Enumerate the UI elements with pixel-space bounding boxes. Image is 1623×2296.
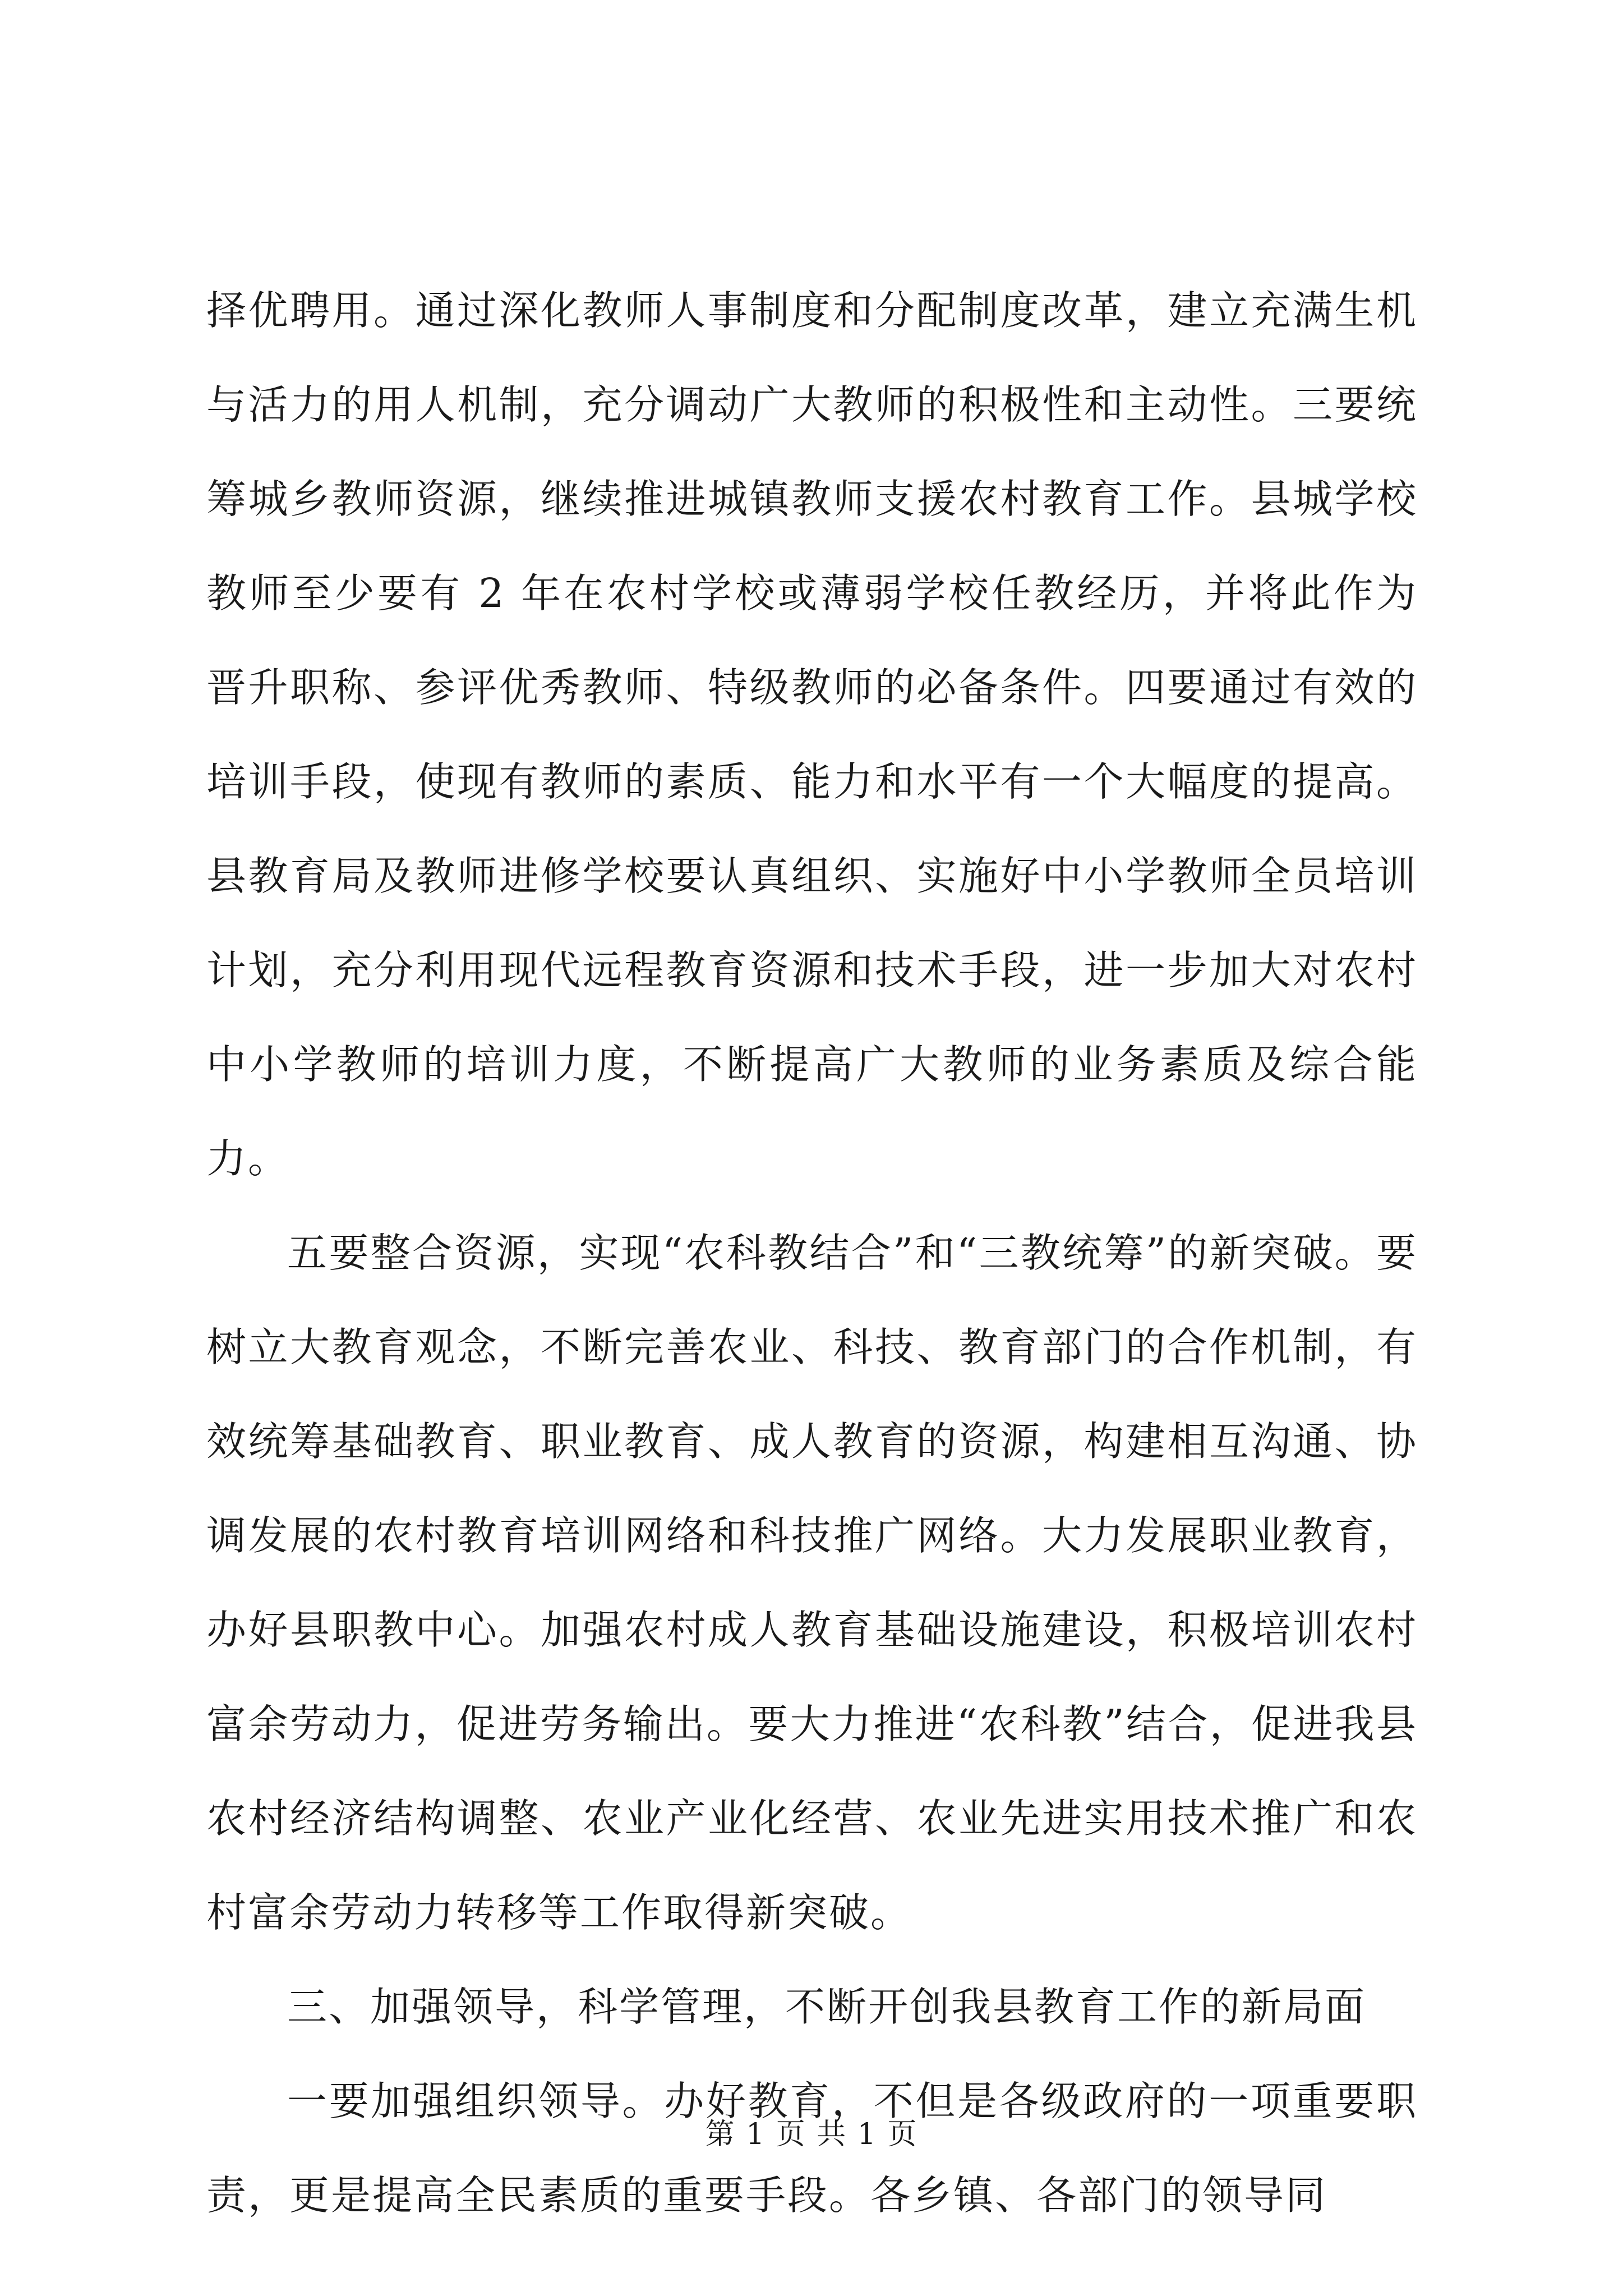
paragraph-teacher-reform: 择优聘用。通过深化教师人事制度和分配制度改革，建立充满生机与活力的用人机制，充分调动广大教师的积极性和主动性。三要统筹城乡教师资源，继续推进城镇教师支援农村教育工作。县城学校教师至少要有 2 年在农村学校或薄弱学校任教经历，并将此作为晋升职称、参评优秀教师、特级教师的必备条件。四要通过有效的培训手段，使现有教师的素质、能力和水平有一个大幅度的提高。县教育局及教师进修学校要认真组织、实施好中小学教师全员培训计划，充分利用现代远程教育资源和技术手段，进一步加大对农村中小学教师的培训力度，不断提高广大教师的业务素质及综合能力。	[206, 287, 1418, 1182]
paragraph-integrate-resources: 五要整合资源，实现“农科教结合”和“三教统筹”的新突破。要树立大教育观念，不断完善农业、科技、教育部门的合作机制，有效统筹基础教育、职业教育、成人教育的资源，构建相互沟通、协调发展的农村教育培训网络和科技推广网络。大力发展职业教育，办好县职教中心。加强农村成人教育基础设施建设，积极培训农村富余劳动力，促进劳务输出。要大力推进“农科教”结合，促进我县农村经济结构调整、农业产业化经营、农业先进实用技术推广和农村富余劳动力转移等工作取得新突破。	[206, 1230, 1418, 1936]
paragraph-organization-leadership: 一要加强组织领导。办好教育，不但是各级政府的一项重要职责，更是提高全民素质的重要手段。各乡镇、各部门的领导同	[206, 2078, 1418, 2219]
page-footer: 第 1 页 共 1 页	[705, 2118, 918, 2151]
section-heading-leadership: 三、加强领导，科学管理，不断开创我县教育工作的新局面	[287, 1984, 1367, 2030]
document-body	[206, 264, 1418, 2243]
